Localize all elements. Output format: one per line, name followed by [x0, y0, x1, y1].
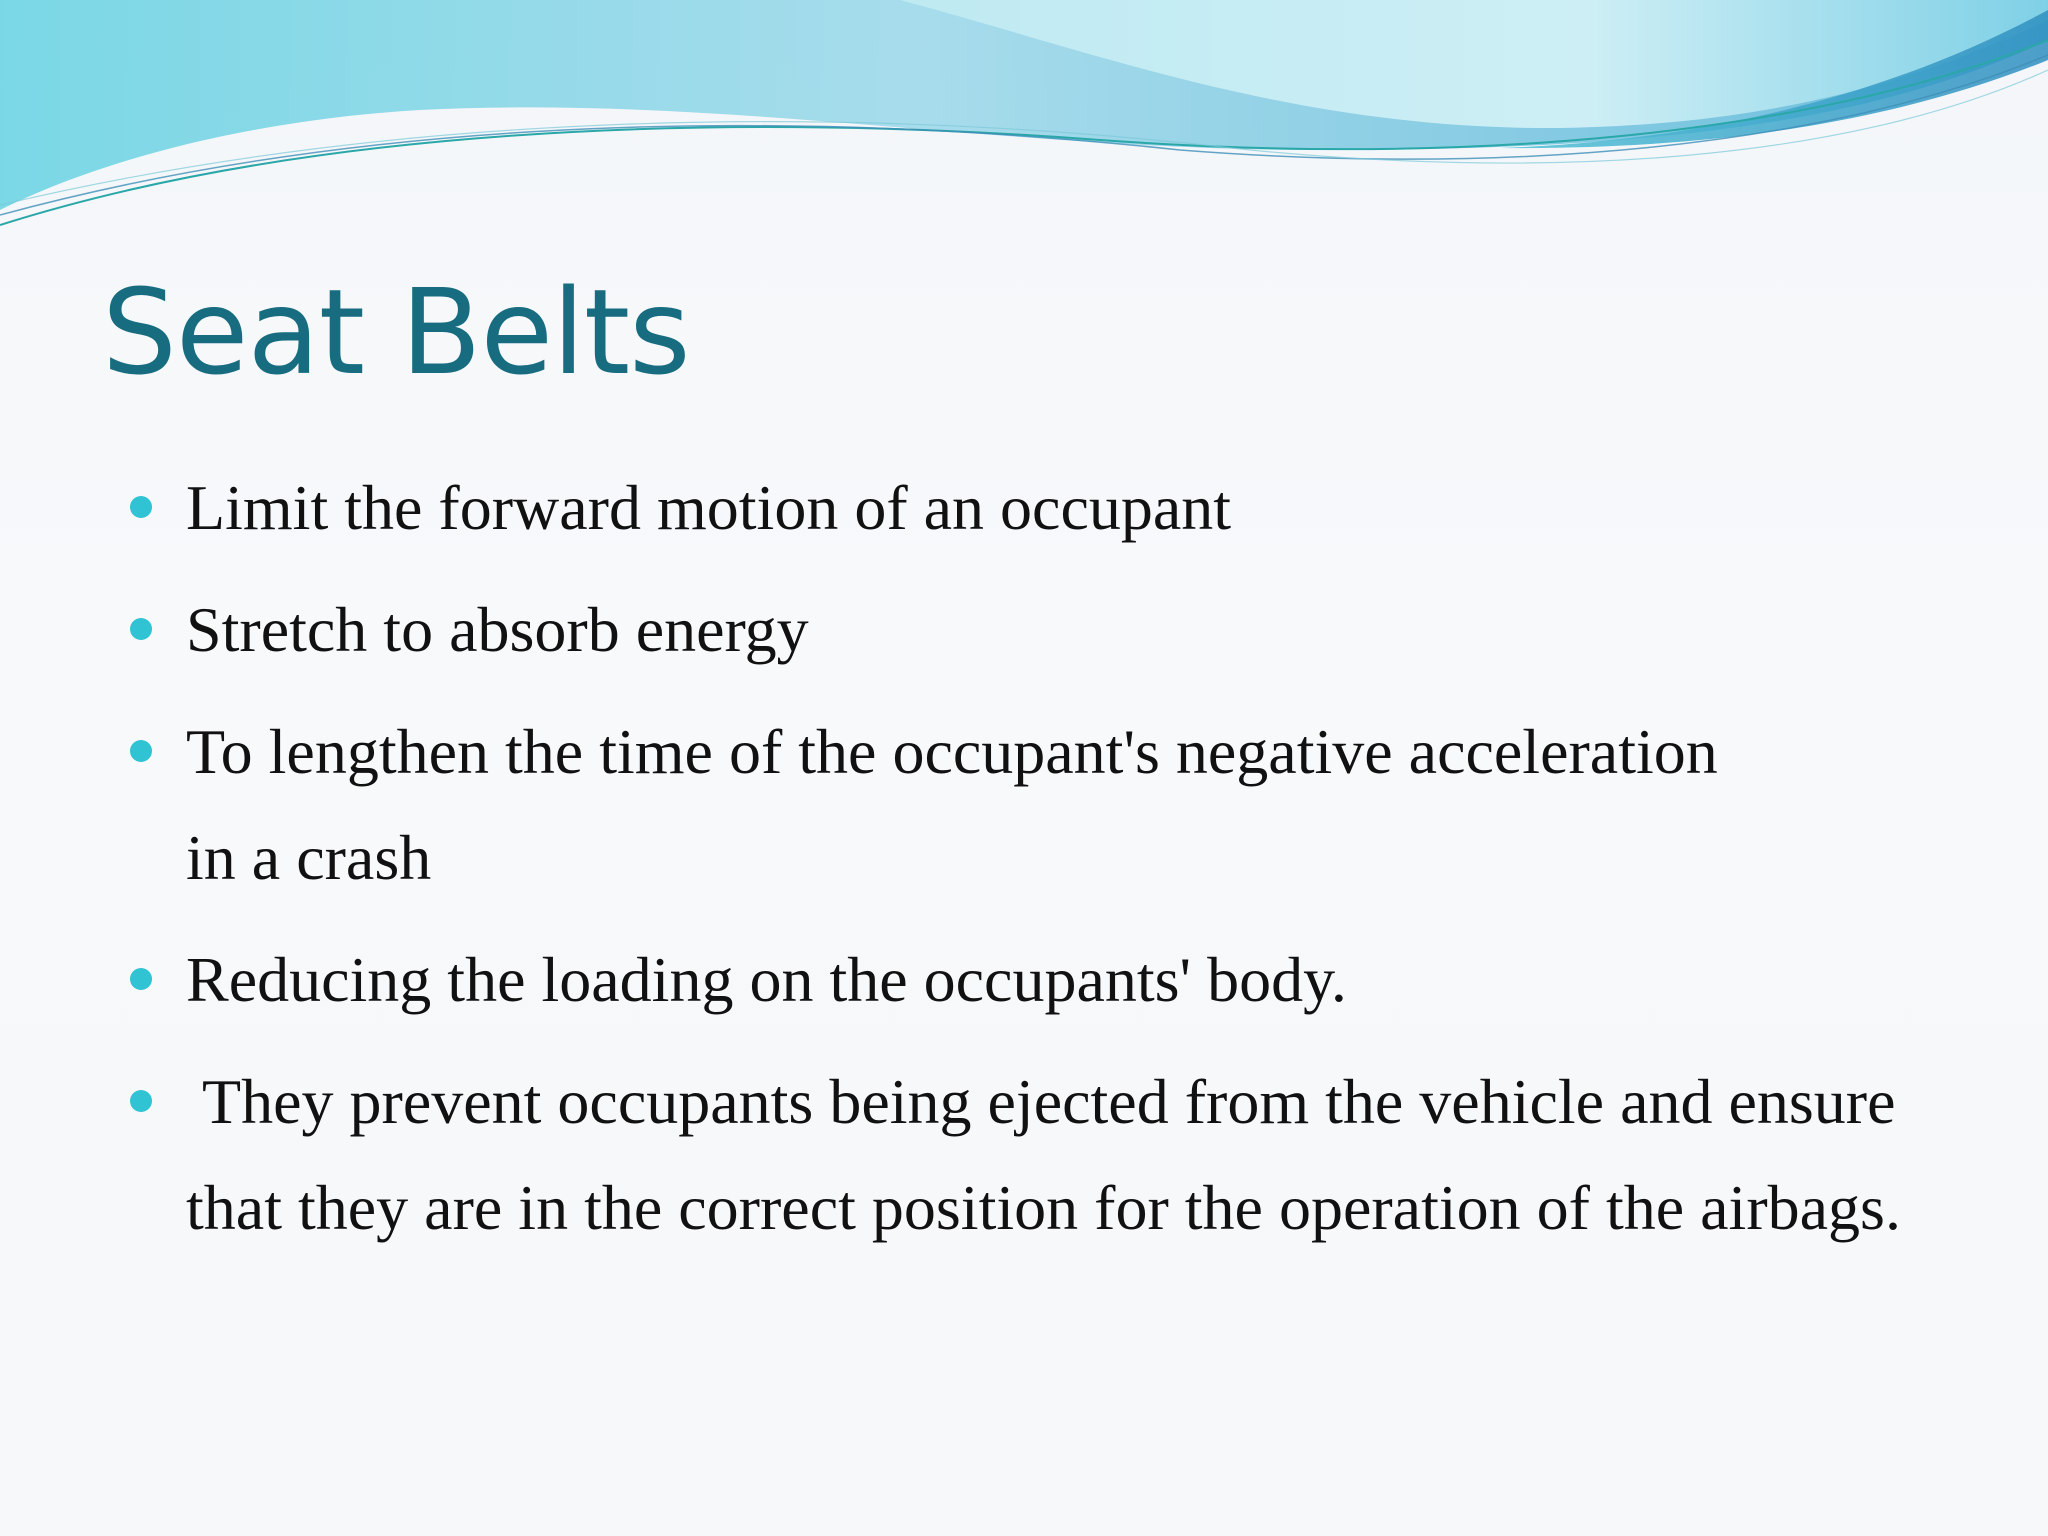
bullet-item: [126, 455, 2006, 561]
bullet-item: [126, 1049, 1986, 1261]
slide-title: Seat Belts: [102, 263, 690, 401]
bullet-dot-icon: [130, 740, 152, 762]
bullet-text: Stretch to absorb energy: [186, 594, 809, 665]
bullet-item: [126, 699, 1734, 911]
bullet-text: They prevent occupants being ejected from the vehicle and ensure that they are in the correct position for the operation of the airbags.: [186, 1066, 1912, 1243]
bullet-item: [126, 927, 2006, 1033]
bullet-text: Limit the forward motion of an occupant: [186, 472, 1232, 543]
bullet-dot-icon: [130, 618, 152, 640]
bullet-dot-icon: [130, 968, 152, 990]
bullet-dot-icon: [130, 496, 152, 518]
bullet-text: To lengthen the time of the occupant's negative acceleration in a crash: [186, 716, 1734, 893]
bullet-text: Reducing the loading on the occupants' body.: [186, 944, 1347, 1015]
bullet-list: [126, 455, 2006, 1277]
header-wave-decoration: [0, 0, 2048, 260]
bullet-item: [126, 577, 2006, 683]
bullet-dot-icon: [130, 1090, 152, 1112]
